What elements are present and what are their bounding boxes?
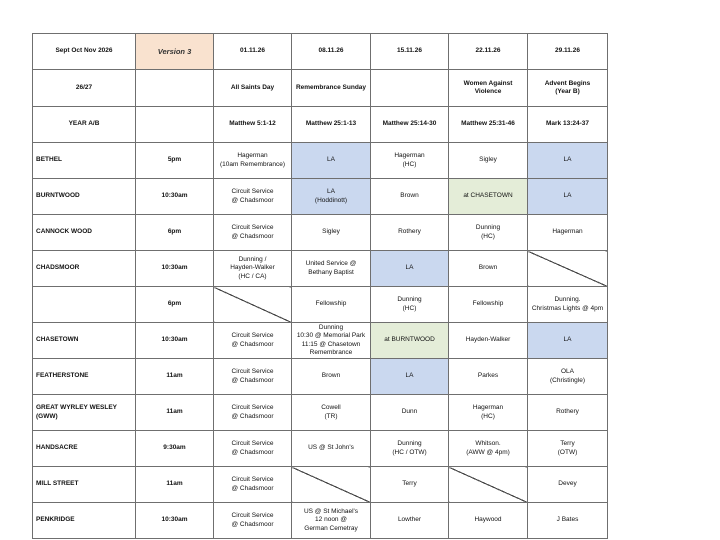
preacher-cell: Haywood	[449, 503, 528, 539]
preacher-cell: Devey	[528, 467, 608, 503]
service-time: 10:30am	[136, 251, 214, 287]
empty-cell	[136, 70, 214, 107]
preacher-cell: Hagerman (HC)	[371, 143, 449, 179]
preacher-cell: Circuit Service @ Chadsmoor	[214, 179, 292, 215]
preacher-cell: Fellowship	[449, 287, 528, 323]
service-time: 11am	[136, 395, 214, 431]
preacher-cell: LA	[528, 179, 608, 215]
preacher-cell: LA	[371, 359, 449, 395]
church-row	[33, 143, 608, 179]
reading-row	[33, 107, 608, 143]
preacher-cell: Sigley	[292, 215, 371, 251]
preacher-cell: United Service @ Bethany Baptist	[292, 251, 371, 287]
reading-cell: Matthew 25:1-13	[292, 107, 371, 143]
preacher-cell: Brown	[292, 359, 371, 395]
empty-cell	[136, 107, 214, 143]
service-time: 9:30am	[136, 431, 214, 467]
church-row	[33, 323, 608, 359]
preacher-cell: Circuit Service @ Chadsmoor	[214, 359, 292, 395]
preacher-cell: at BURNTWOOD	[371, 323, 449, 359]
church-name: FEATHERSTONE	[33, 359, 136, 395]
preacher-cell: Hagerman (HC)	[449, 395, 528, 431]
church-name	[33, 287, 136, 323]
reading-cell: Matthew 25:14-30	[371, 107, 449, 143]
preacher-cell: Dunning (HC)	[449, 215, 528, 251]
preacher-cell: US @ St John's	[292, 431, 371, 467]
preacher-cell: J Bates	[528, 503, 608, 539]
year-label: YEAR A/B	[33, 107, 136, 143]
church-name: MILL STREET	[33, 467, 136, 503]
service-time: 6pm	[136, 287, 214, 323]
service-time: 10:30am	[136, 323, 214, 359]
date-cell: 22.11.26	[449, 34, 528, 70]
service-time: 10:30am	[136, 179, 214, 215]
preacher-cell: Dunning (HC / OTW)	[371, 431, 449, 467]
preacher-cell: Dunning. Christmas Lights @ 4pm	[528, 287, 608, 323]
preacher-cell: Circuit Service @ Chadsmoor	[214, 503, 292, 539]
preacher-cell: at CHASETOWN	[449, 179, 528, 215]
occasion-row	[33, 70, 608, 107]
date-cell: 15.11.26	[371, 34, 449, 70]
church-row	[33, 467, 608, 503]
service-time: 5pm	[136, 143, 214, 179]
service-time: 10:30am	[136, 503, 214, 539]
preacher-cell: Dunning 10:30 @ Memorial Park 11:15 @ Chasetown Remembrance	[292, 323, 371, 359]
church-name: CHADSMOOR	[33, 251, 136, 287]
preacher-cell: Rothery	[371, 215, 449, 251]
reading-cell: Matthew 25:31-46	[449, 107, 528, 143]
church-row	[33, 359, 608, 395]
occasion-cell: All Saints Day	[214, 70, 292, 107]
service-time: 11am	[136, 359, 214, 395]
no-service-cell	[528, 251, 608, 287]
rota-table	[32, 33, 608, 539]
preacher-cell: Circuit Service @ Chadsmoor	[214, 395, 292, 431]
header-row	[33, 34, 608, 70]
church-name: GREAT WYRLEY WESLEY (GWW)	[33, 395, 136, 431]
preacher-cell: Brown	[371, 179, 449, 215]
church-name: CHASETOWN	[33, 323, 136, 359]
preacher-cell: Brown	[449, 251, 528, 287]
service-time: 11am	[136, 467, 214, 503]
preacher-cell: LA	[528, 143, 608, 179]
occasion-cell	[371, 70, 449, 107]
preacher-cell: LA (Hoddinott)	[292, 179, 371, 215]
date-cell: 08.11.26	[292, 34, 371, 70]
church-row	[33, 287, 608, 323]
preacher-cell: Dunning (HC)	[371, 287, 449, 323]
occasion-cell: Advent Begins (Year B)	[528, 70, 608, 107]
term-label: Sept Oct Nov 2026	[33, 34, 136, 70]
date-cell: 01.11.26	[214, 34, 292, 70]
church-name: PENKRIDGE	[33, 503, 136, 539]
church-row	[33, 251, 608, 287]
preacher-cell: LA	[528, 323, 608, 359]
preacher-cell: US @ St Michael's 12 noon @ German Cemetray	[292, 503, 371, 539]
occasion-cell: Remembrance Sunday	[292, 70, 371, 107]
version-label: Version 3	[136, 34, 214, 70]
preacher-cell: LA	[371, 251, 449, 287]
reading-cell: Matthew 5:1-12	[214, 107, 292, 143]
date-cell: 29.11.26	[528, 34, 608, 70]
preacher-cell: Terry	[371, 467, 449, 503]
church-row	[33, 395, 608, 431]
preacher-cell: Circuit Service @ Chadsmoor	[214, 467, 292, 503]
church-name: BETHEL	[33, 143, 136, 179]
preacher-cell: Lowther	[371, 503, 449, 539]
preacher-cell: Dunning / Hayden-Walker (HC / CA)	[214, 251, 292, 287]
church-row	[33, 215, 608, 251]
preacher-cell: Terry (OTW)	[528, 431, 608, 467]
service-time: 6pm	[136, 215, 214, 251]
preacher-cell: LA	[292, 143, 371, 179]
church-name: HANDSACRE	[33, 431, 136, 467]
preacher-cell: Cowell (TR)	[292, 395, 371, 431]
no-service-cell	[214, 287, 292, 323]
preacher-cell: Whitson. (AWW @ 4pm)	[449, 431, 528, 467]
church-row	[33, 503, 608, 539]
occasion-cell: Women Against Violence	[449, 70, 528, 107]
preacher-cell: Sigley	[449, 143, 528, 179]
preacher-cell: Hayden-Walker	[449, 323, 528, 359]
preacher-cell: Hagerman	[528, 215, 608, 251]
no-service-cell	[292, 467, 371, 503]
preacher-cell: Parkes	[449, 359, 528, 395]
lectionary-year: 26/27	[33, 70, 136, 107]
preacher-cell: Dunn	[371, 395, 449, 431]
preacher-cell: Rothery	[528, 395, 608, 431]
church-name: CANNOCK WOOD	[33, 215, 136, 251]
preacher-cell: Fellowship	[292, 287, 371, 323]
preacher-cell: Circuit Service @ Chadsmoor	[214, 431, 292, 467]
preacher-cell: Circuit Service @ Chadsmoor	[214, 215, 292, 251]
church-row	[33, 179, 608, 215]
church-name: BURNTWOOD	[33, 179, 136, 215]
no-service-cell	[449, 467, 528, 503]
reading-cell: Mark 13:24-37	[528, 107, 608, 143]
preacher-cell: Circuit Service @ Chadsmoor	[214, 323, 292, 359]
preacher-cell: Hagerman (10am Remembrance)	[214, 143, 292, 179]
church-row	[33, 431, 608, 467]
preacher-cell: OLA (Christingle)	[528, 359, 608, 395]
